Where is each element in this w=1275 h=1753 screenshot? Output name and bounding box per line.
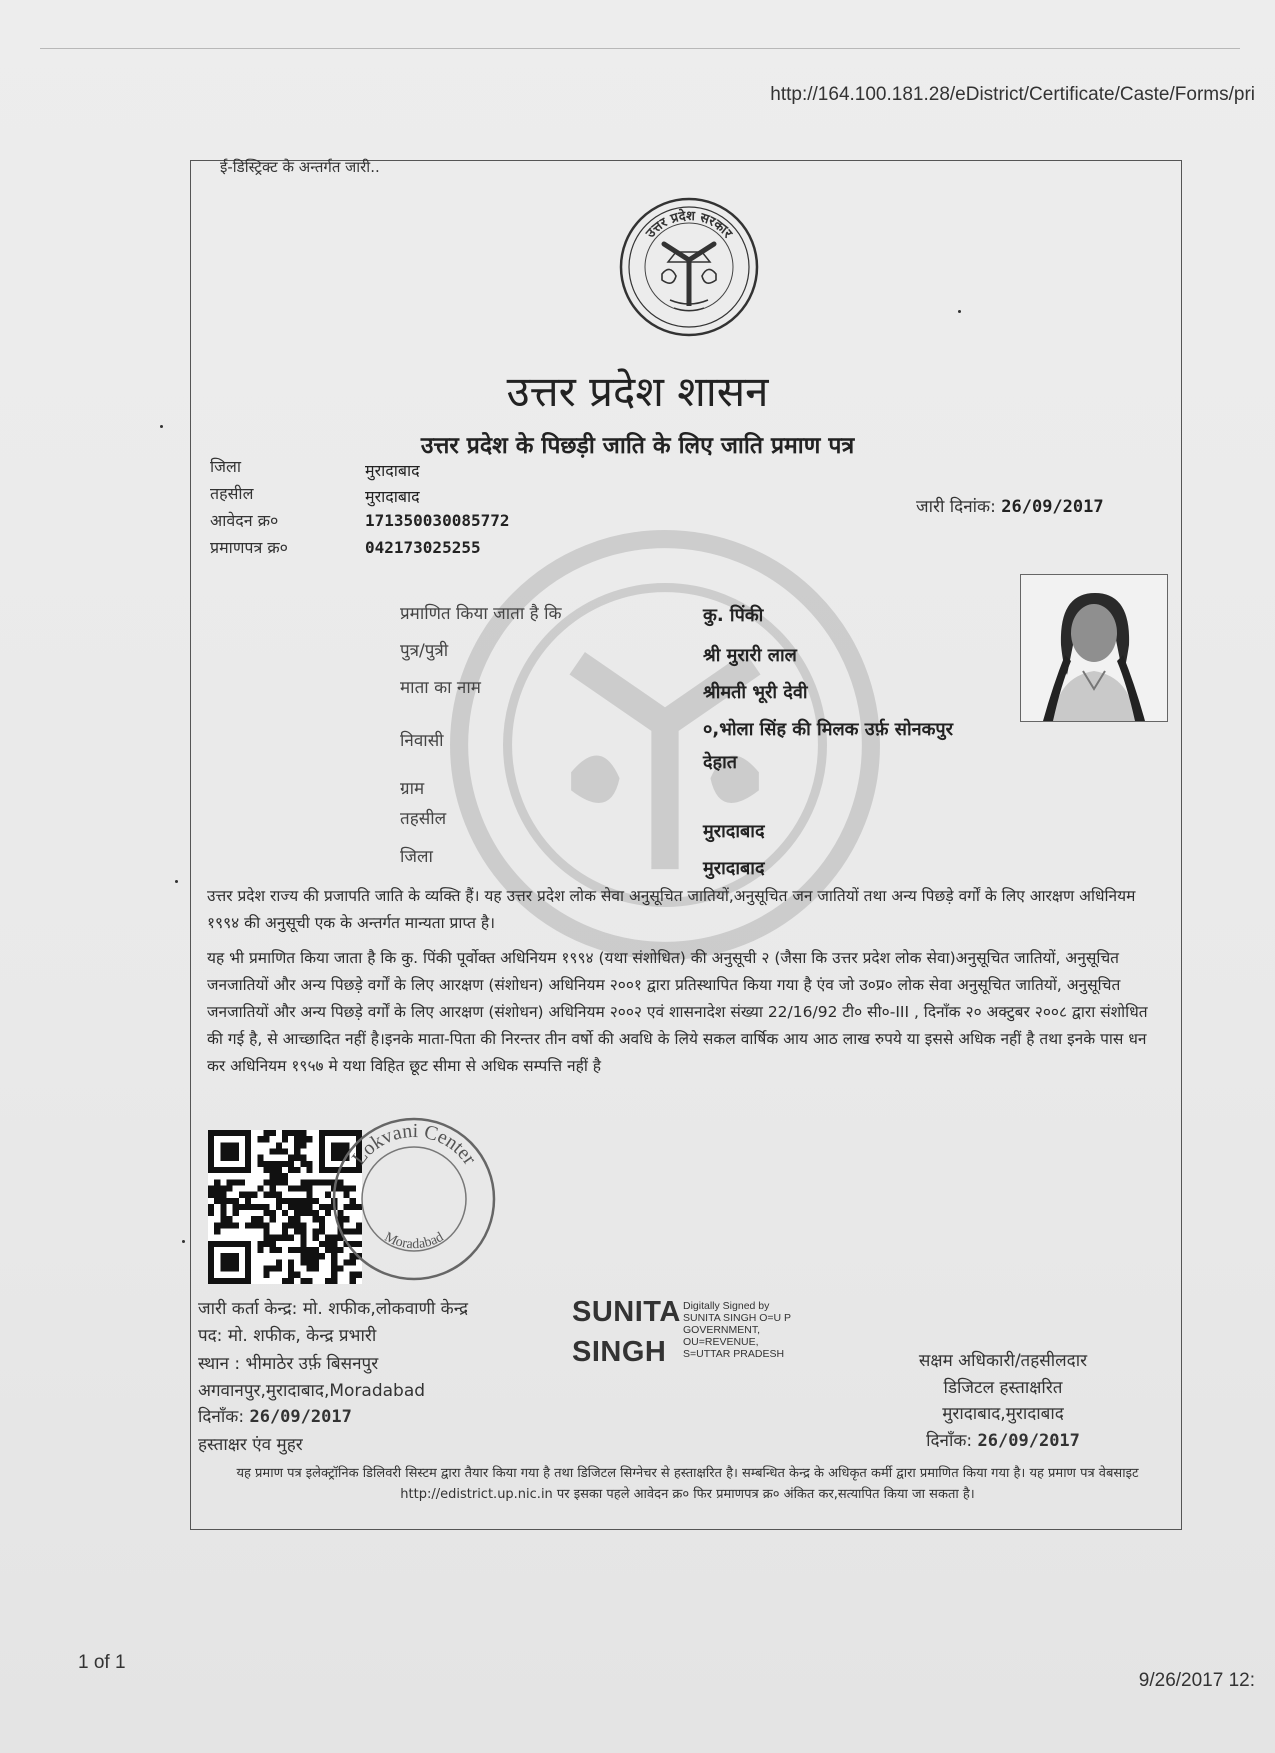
page-number: 1 of 1 — [78, 1652, 126, 1673]
field-label-village: ग्राम — [400, 779, 425, 799]
browser-print-rule — [40, 48, 1240, 49]
field-value-name: कु. पिंकी — [703, 605, 764, 626]
svg-text:Moradabad — [382, 1230, 446, 1253]
stamp-bottom-text: Moradabad — [381, 1229, 447, 1253]
authority-title: सक्षम अधिकारी/तहसीलदार — [918, 1351, 1088, 1371]
lokvani-center-stamp-icon — [330, 1115, 498, 1283]
svg-text:उत्तर प्रदेश सरकार — [643, 208, 736, 242]
digital-signature-name-line2: SINGH — [572, 1336, 667, 1368]
creamy-layer-paragraph: यह भी प्रमाणित किया जाता है कि कु. पिंकी पूर्वोक्त अधिनियम १९९४ (यथा संशोधित) की अनुसूची २ (जैसा कि उत्तर प्रदेश लोक सेवा)अनुसूचित जातियों, अनुसूचित जनजातियों और अन्य पिछड़े वर्गों के लिए आरक्षण (संशोधन) अधिनियम २००१ द्वारा प्रतिस्थापित किया गया है एंव जो उ०प्र० लोक सेवा अनुसूचित जातियों, अनुसूचित जनजातियों और अन्य पिछड़े वर्गों के लिए आरक्षण (संशोधन) अधिनियम २००२ एवं शासनादेश संख्या 22/16/92 टी० सी०-III , दिनाँक २० अक्टुबर २००८ द्वारा संशोधित की गई है, से आच्छादित नहीं है।इनके माता-पिता की निरन्तर तीन वर्षो की अवधि के लिये सकल वार्षिक आय आठ लाख रुपये या इससे अधिक नहीं है तथा इनके पास धन कर अधिनियम १९५७ मे यथा विहित छूट सीमा से अधिक सम्पत्ति नहीं है — [207, 949, 1148, 1075]
digital-signature-name-line1: SUNITA — [572, 1296, 681, 1328]
authority-date-value: 26/09/2017 — [977, 1431, 1080, 1451]
issuer-post-value: मो. शफीक, केन्द्र प्रभारी — [227, 1326, 377, 1346]
issuer-date — [198, 1404, 352, 1427]
verification-footer-note: यह प्रमाण पत्र इलेक्ट्रॉनिक डिलिवरी सिस्टम द्वारा तैयार किया गया है तथा डिजिटल सिग्नेचर से हस्ताक्षरित है। सम्बन्धित केन्द्र के अधिकृत कर्मी द्वारा प्रमाणित किया गया है। यह प्रमाण पत्र वेबसाइट http://edistrict.up.nic.in पर इसका पहले आवेदन क्र० फिर प्रमाणपत्र क्र० अंकित कर,सत्यापित किया जा सकता है। — [236, 1466, 1139, 1502]
certificate-no-label: प्रमाणपत्र क्र० — [210, 538, 288, 557]
application-no-value: 171350030085772 — [365, 511, 510, 530]
issuer-date-label: दिनाँक: — [198, 1407, 245, 1427]
issuing-center-label: जारी कर्ता केन्द्र: — [198, 1299, 298, 1319]
issue-date-value: 26/09/2017 — [1001, 497, 1104, 517]
issuer-place-label: स्थान : — [198, 1354, 241, 1374]
stamp-text: Lokvani Center — [347, 1119, 481, 1169]
field-label-certified: प्रमाणित किया जाता है कि — [400, 604, 562, 624]
field-label-tehsil: तहसील — [400, 809, 447, 829]
scan-speck — [182, 1240, 185, 1243]
applicant-photo — [1020, 574, 1168, 722]
field-value-mother: श्रीमती भूरी देवी — [703, 682, 808, 703]
issue-date — [916, 494, 1104, 517]
district-label: जिला — [210, 457, 242, 476]
field-value-father: श्री मुरारी लाल — [703, 645, 797, 666]
scan-speck — [958, 310, 961, 313]
issuer-date-value: 26/09/2017 — [249, 1407, 352, 1427]
certificate-title: उत्तर प्रदेश के पिछड़ी जाति के लिए जाति प्रमाण पत्र — [420, 432, 855, 459]
field-value-address: ०,भोला सिंह की मिलक उर्फ़ सोनकपुर — [703, 719, 954, 740]
field-value-address-line2: देहात — [703, 752, 738, 773]
field-value-district: मुरादाबाद — [703, 858, 765, 879]
government-title: उत्तर प्रदेश शासन — [506, 367, 769, 416]
authority-date-label: दिनाँक: — [926, 1431, 973, 1451]
field-label-mother: माता का नाम — [400, 678, 481, 698]
issuer-place — [198, 1351, 378, 1374]
issued-under-note: ई-डिस्ट्रिक्ट के अन्तर्गत जारी.. — [220, 158, 380, 176]
field-label-resident: निवासी — [400, 731, 444, 751]
application-no-label: आवेदन क्र० — [210, 511, 279, 530]
authority-location: मुरादाबाद,मुरादाबाद — [942, 1404, 1064, 1424]
signature-and-seal-label: हस्ताक्षर एंव मुहर — [198, 1435, 303, 1455]
field-label-district: जिला — [400, 847, 433, 867]
caste-statement-paragraph: उत्तर प्रदेश राज्य की प्रजापति जाति के व्यक्ति हैं। यह उत्तर प्रदेश लोक सेवा अनुसूचित जातियों,अनुसूचित जन जातियों तथा अन्य पिछड़े वर्गों के लिए आरक्षण अधिनियम १९९४ की अनुसूची एक के अन्तर्गत मान्यता प्राप्त है। — [207, 887, 1136, 932]
emblem-text: उत्तर प्रदेश सरकार — [643, 208, 735, 242]
issuer-place-value: भीमाठेर उर्फ़ बिसनपुर — [245, 1354, 379, 1374]
person-photo-icon — [1021, 575, 1167, 721]
issuer-post-label: पद: — [198, 1326, 223, 1346]
issuer-place-line2: अगवानपुर,मुरादाबाद,Moradabad — [198, 1381, 426, 1401]
print-url: http://164.100.181.28/eDistrict/Certificate/Caste/Forms/pri — [770, 84, 1255, 105]
field-label-child-of: पुत्र/पुत्री — [400, 641, 449, 661]
issue-date-label: जारी दिनांक: — [916, 497, 996, 517]
district-value: मुरादाबाद — [365, 461, 420, 480]
tehsil-value: मुरादाबाद — [365, 487, 420, 506]
print-datetime: 9/26/2017 12: — [1138, 1670, 1255, 1691]
certificate-no-value: 042173025255 — [365, 538, 481, 557]
authority-sign-type: डिजिटल हस्ताक्षरित — [943, 1378, 1063, 1398]
tehsil-label: तहसील — [210, 484, 254, 503]
issuing-center — [198, 1296, 468, 1319]
field-value-tehsil: मुरादाबाद — [703, 821, 765, 842]
issuing-center-value: मो. शफीक,लोकवाणी केन्द्र — [302, 1299, 468, 1319]
digital-signature-details: Digitally Signed by SUNITA SINGH O=U P GOVERNMENT, OU=REVENUE, S=UTTAR PRADESH — [683, 1300, 792, 1360]
authority-date — [858, 1428, 1148, 1451]
scan-speck — [175, 880, 178, 883]
scan-speck — [160, 425, 163, 428]
svg-text:Lokvani Center — [348, 1120, 481, 1169]
issuer-post — [198, 1323, 376, 1346]
uttar-pradesh-emblem-icon — [618, 196, 760, 338]
